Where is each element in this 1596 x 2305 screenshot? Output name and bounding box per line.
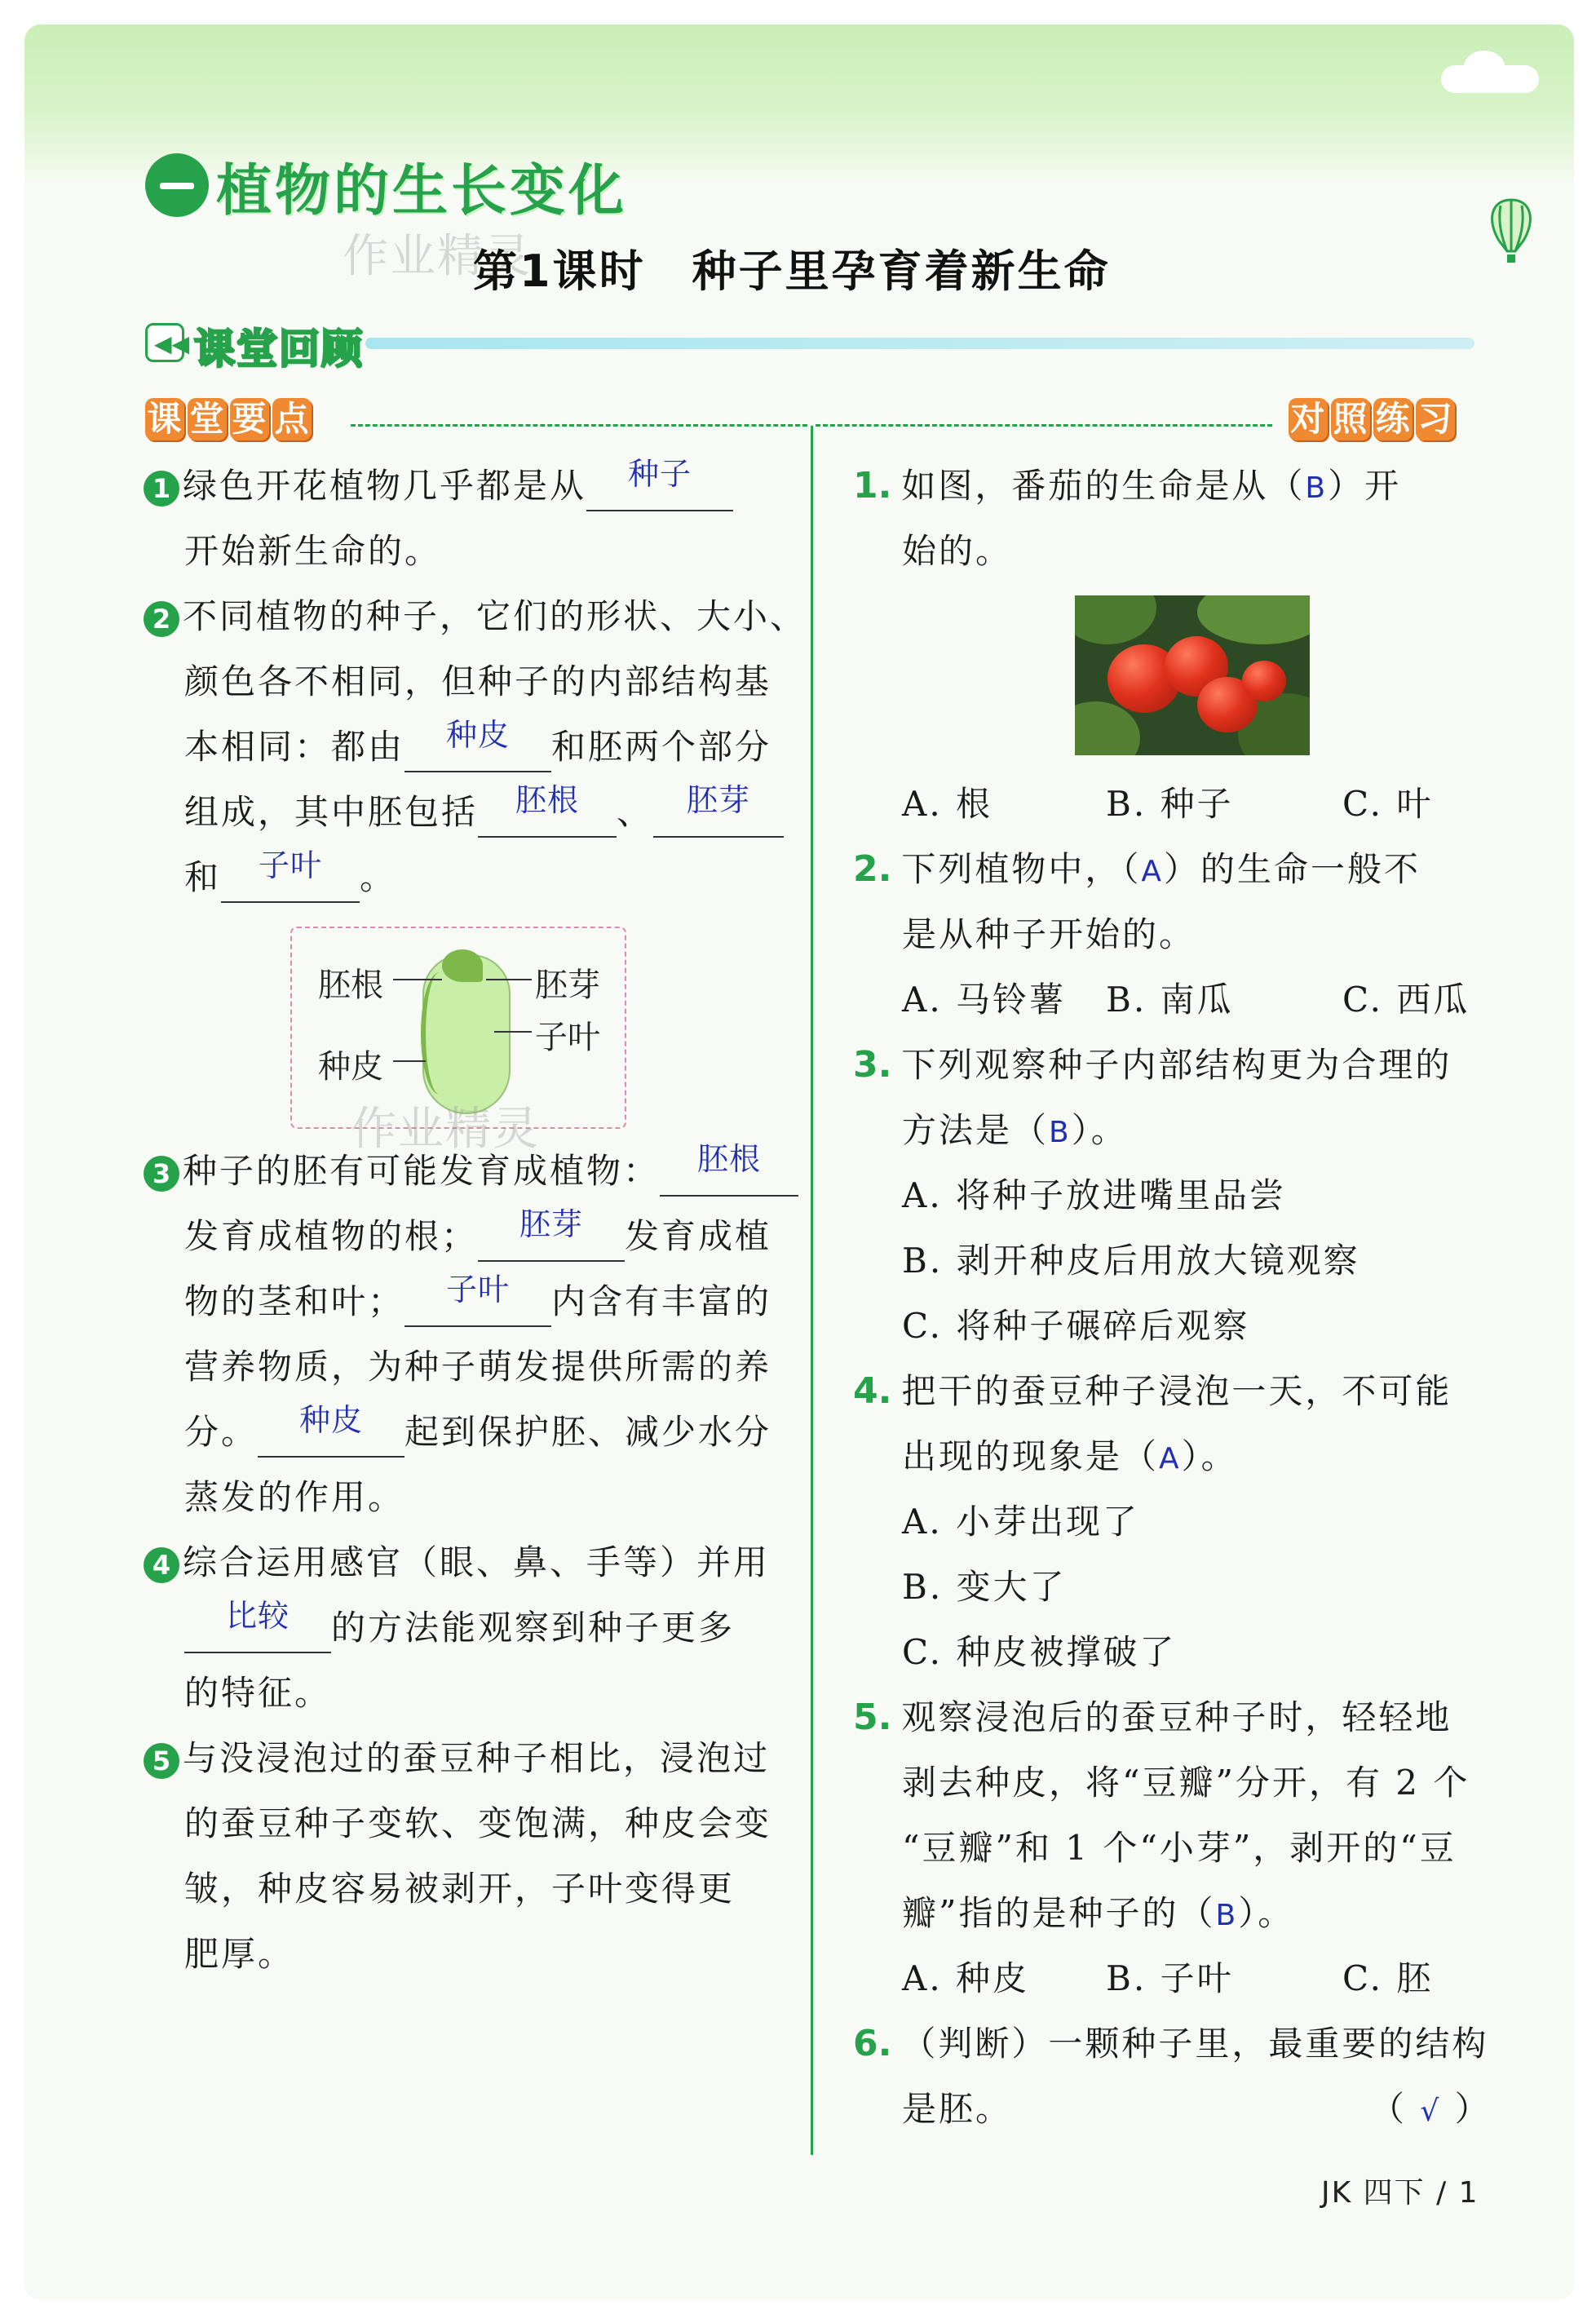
question-4-option-b: B. 变大了 — [902, 1567, 1067, 1607]
point-2-line-4 — [184, 780, 784, 845]
option: C. 叶 — [1342, 784, 1434, 824]
answer: 胚根 — [515, 782, 580, 818]
question-2-line-2: 是从种子开始的。 — [902, 914, 1196, 954]
question-5-line-2: 剥去种皮，将“豆瓣”分开，有 2 个 — [902, 1763, 1470, 1803]
text: 分。 — [184, 1412, 259, 1452]
answer-blank — [405, 1272, 551, 1327]
question-4-line-1 — [853, 1359, 1452, 1424]
point-3-line-4: 营养物质，为种子萌发提供所需的养 — [184, 1347, 772, 1387]
answer: 种皮 — [446, 717, 511, 753]
tomato-plant-photo — [1075, 595, 1310, 755]
text: 与没浸泡过的蚕豆种子相比，浸泡过 — [183, 1738, 771, 1778]
point-2-line-2: 颜色各不相同，但种子的内部结构基 — [184, 661, 772, 701]
cloud-decoration — [1441, 65, 1539, 93]
text: ）。 — [1238, 1893, 1295, 1933]
text: 下列观察种子内部结构更为合理的 — [901, 1045, 1452, 1085]
text: ）开 — [1328, 466, 1402, 506]
answer-blank — [660, 1141, 798, 1197]
question-4-line-2 — [902, 1424, 1238, 1492]
column-divider — [811, 426, 813, 2155]
text: 内含有丰富的 — [551, 1281, 772, 1321]
point-5-line-1 — [144, 1726, 770, 1791]
point-number: 5 — [144, 1743, 179, 1779]
answer: 胚芽 — [519, 1206, 584, 1242]
question-number: 4. — [853, 1370, 892, 1412]
lesson-title: 第1课时 种子里孕育着新生命 — [473, 246, 1111, 297]
point-4-line-3: 的特征。 — [184, 1673, 332, 1713]
leader-line — [393, 979, 442, 980]
text: 种子的胚有可能发育成植物： — [183, 1151, 661, 1191]
unit-number-badge — [145, 153, 209, 217]
question-2-options — [902, 967, 1470, 1033]
judgement-bracket: （ √ ） — [1370, 2089, 1492, 2129]
question-1-options — [902, 772, 1433, 837]
text: 方法是（ — [902, 1110, 1050, 1150]
point-2-line-1 — [144, 584, 807, 649]
text: 、 — [617, 792, 654, 832]
answer: 子叶 — [259, 847, 323, 883]
point-1-line-1 — [144, 453, 733, 519]
answer: 子叶 — [446, 1272, 511, 1307]
practice-tag: 对 照 练 习 — [1289, 398, 1458, 440]
text: 发育成植 — [625, 1216, 772, 1256]
point-number: 3 — [144, 1156, 179, 1192]
answer-blank — [478, 782, 617, 838]
answer-blank — [405, 717, 551, 772]
review-label: 课堂回顾 — [194, 325, 364, 373]
option: A. 种皮 — [902, 1958, 1030, 1998]
question-2-line-1 — [853, 837, 1421, 905]
answer-blank — [586, 456, 733, 511]
hot-air-balloon-icon — [1483, 196, 1540, 269]
question-3-line-2 — [902, 1098, 1128, 1166]
leader-line — [486, 979, 532, 980]
text: 物的茎和叶； — [184, 1281, 405, 1321]
question-5-line-4 — [902, 1881, 1294, 1949]
leader-line — [494, 1031, 532, 1033]
unit-title: 植物的生长变化 — [216, 159, 628, 223]
point-2-line-3 — [184, 715, 771, 780]
question-3-option-a: A. 将种子放进嘴里品尝 — [902, 1175, 1287, 1215]
text: ）。 — [1071, 1110, 1128, 1150]
page-footer: JK 四下 / 1 — [1321, 2176, 1479, 2210]
option: C. 西瓜 — [1342, 980, 1470, 1020]
question-number: 2. — [853, 848, 892, 890]
text: 和 — [184, 857, 222, 897]
text: 观察浸泡后的蚕豆种子时，轻轻地 — [901, 1697, 1452, 1737]
text: 绿色开花植物几乎都是从 — [183, 466, 587, 506]
text: 发育成植物的根； — [184, 1216, 479, 1256]
question-4-option-c: C. 种皮被撑破了 — [902, 1632, 1177, 1672]
point-5-line-4: 肥厚。 — [184, 1934, 295, 1974]
question-5-line-1 — [853, 1685, 1452, 1750]
answer: 胚芽 — [687, 782, 751, 818]
answer: B — [1305, 471, 1329, 505]
text: 。 — [360, 857, 397, 897]
answer: A — [1141, 855, 1164, 888]
answer: 种皮 — [299, 1402, 364, 1438]
left-divider — [351, 424, 807, 427]
text: 起到保护胚、减少水分 — [405, 1412, 772, 1452]
point-4-line-2 — [184, 1595, 735, 1661]
text: （判断）一颗种子里，最重要的结构 — [901, 2024, 1489, 2064]
point-4-line-1 — [144, 1530, 770, 1595]
answer: √ — [1420, 2095, 1442, 2128]
answer-blank — [221, 847, 360, 903]
option: A. 根 — [902, 784, 993, 824]
question-number: 6. — [853, 2023, 892, 2064]
text: 本相同：都由 — [184, 727, 405, 767]
option: A. 马铃薯 — [902, 980, 1067, 1020]
label-plumule: 胚芽 — [535, 967, 600, 1004]
text: 出现的现象是（ — [902, 1436, 1160, 1476]
question-4-option-a: A. 小芽出现了 — [902, 1502, 1140, 1542]
watermark: 作业精灵 — [351, 1103, 540, 1156]
question-6-line-1 — [853, 2011, 1488, 2077]
watermark: 作业精灵 — [343, 230, 532, 283]
question-number: 3. — [853, 1044, 892, 1086]
text: 的方法能观察到种子更多 — [331, 1608, 736, 1648]
answer: A — [1159, 1442, 1182, 1475]
point-3-line-2 — [184, 1204, 771, 1269]
question-6-line-2: 是胚。 — [902, 2089, 1013, 2129]
label-seed-coat: 种皮 — [318, 1048, 383, 1086]
question-3-option-b: B. 剥开种皮后用放大镜观察 — [902, 1241, 1360, 1281]
answer: B — [1049, 1116, 1072, 1149]
text: 不同植物的种子，它们的形状、大小、 — [183, 596, 807, 636]
review-banner — [145, 323, 1474, 373]
option: B. 种子 — [1106, 784, 1234, 824]
text: 组成，其中胚包括 — [184, 792, 479, 832]
point-3-line-1 — [144, 1139, 798, 1204]
label-radicle: 胚根 — [318, 967, 383, 1004]
text: 如图，番茄的生命是从（ — [901, 466, 1306, 506]
option: B. 南瓜 — [1106, 980, 1234, 1020]
question-5-line-3: “豆瓣”和 1 个“小芽”，剥开的“豆 — [902, 1828, 1457, 1868]
text: 把干的蚕豆种子浸泡一天，不可能 — [901, 1371, 1452, 1411]
option: B. 子叶 — [1106, 1958, 1234, 1998]
rewind-icon: ◀◀ — [145, 323, 184, 362]
point-3-line-3 — [184, 1269, 771, 1334]
review-strip — [365, 338, 1474, 349]
answer: B — [1215, 1899, 1239, 1932]
point-5-line-2: 的蚕豆种子变软、变饱满，种皮会变 — [184, 1803, 772, 1843]
point-3-line-5 — [184, 1400, 771, 1465]
question-3-option-c: C. 将种子碾碎后观察 — [902, 1306, 1250, 1346]
point-number: 4 — [144, 1547, 179, 1583]
key-points-tag: 课 堂 要 点 — [145, 398, 315, 440]
text: 瓣”指的是种子的（ — [902, 1893, 1216, 1933]
text: 和胚两个部分 — [551, 727, 772, 767]
answer: 种子 — [628, 456, 692, 492]
label-cotyledon: 子叶 — [535, 1019, 600, 1056]
question-1-line-1 — [853, 453, 1401, 521]
question-5-options — [902, 1946, 1433, 2011]
answer: 比较 — [225, 1598, 290, 1634]
text: 综合运用感官（眼、鼻、手等）并用 — [183, 1542, 771, 1582]
question-number: 1. — [853, 465, 892, 507]
option: C. 胚 — [1342, 1958, 1434, 1998]
text: ）的生命一般不 — [1164, 849, 1421, 889]
question-3-line-1 — [853, 1033, 1452, 1098]
answer-blank — [478, 1206, 625, 1262]
point-2-line-5 — [184, 845, 396, 910]
leader-line — [393, 1060, 426, 1062]
answer-blank — [258, 1402, 405, 1458]
point-1-line-2: 开始新生命的。 — [184, 531, 442, 571]
point-5-line-3: 皱，种皮容易被剥开，子叶变得更 — [184, 1869, 736, 1909]
answer-blank — [653, 782, 784, 838]
answer-blank — [184, 1598, 331, 1653]
point-3-line-6: 蒸发的作用。 — [184, 1477, 405, 1517]
text: ）。 — [1181, 1436, 1238, 1476]
point-number: 1 — [144, 471, 179, 507]
question-1-line-2: 始的。 — [902, 531, 1013, 571]
right-divider — [816, 424, 1272, 427]
question-number: 5. — [853, 1697, 892, 1738]
point-number: 2 — [144, 601, 179, 637]
answer: 胚根 — [697, 1141, 762, 1177]
text: 下列植物中，（ — [901, 849, 1142, 889]
